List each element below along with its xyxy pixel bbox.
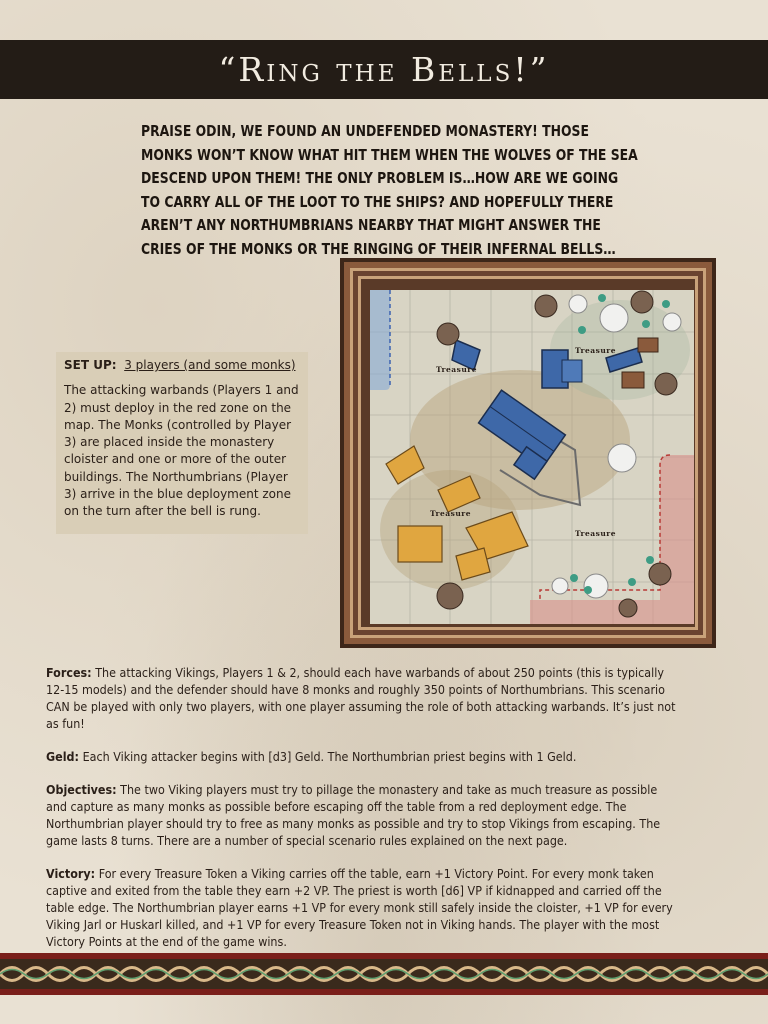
treasure-label: Treasure	[436, 365, 478, 374]
setup-label: SET UP:	[64, 358, 117, 372]
geld-paragraph	[46, 749, 678, 766]
rules-text	[46, 665, 678, 967]
setup-heading	[64, 357, 300, 374]
forces-label: Forces:	[46, 666, 92, 680]
setup-players: 3 players (and some monks)	[124, 358, 296, 372]
setup-box	[56, 352, 308, 534]
title-bar	[0, 40, 768, 99]
setup-text: The attacking warbands (Players 1 and 2) must deploy in the red zone on the map. The Monks (controlled by Player 3) are placed inside the monastery cloister and one or more of the outer buildings. The Northumbrians (Player 3) arrive in the blue deployment zone on the turn after the bell is rung.	[64, 383, 299, 519]
objectives-text: The two Viking players must try to pillage the monastery and take as much treasure as possible and capture as many monks as possible before escaping off the table from a red deployment edge. The Northumbrian player should try to free as many monks as possible and try to stop Vikings from escaping. The game lasts 8 turns. There are a number of special scenario rules explained on the next page.	[46, 783, 661, 848]
scenario-map	[340, 258, 716, 648]
objectives-label: Objectives:	[46, 783, 117, 797]
victory-label: Victory:	[46, 867, 96, 881]
treasure-label: Treasure	[430, 509, 472, 518]
victory-paragraph	[46, 866, 678, 951]
geld-label: Geld:	[46, 750, 80, 764]
blue-deployment-zone	[370, 290, 390, 390]
intro-text: PRAISE ODIN, WE FOUND AN UNDEFENDED MONASTERY! THOSE MONKS WON’T KNOW WHAT HIT THEM WHEN THE WOLVES OF THE SEA DESCEND UPON THEM! THE ONLY PROBLEM IS…HOW ARE WE GOING TO CARRY ALL OF THE LOOT TO THE SHIPS? AND HOPEFULLY THERE AREN’T ANY NORTHUMBRIANS NEARBY THAT MIGHT ANSWER THE CRIES OF THE MONKS OR THE RINGING OF THEIR INFERNAL BELLS…	[141, 122, 638, 258]
geld-text: Each Viking attacker begins with [d3] Geld. The Northumbrian priest begins with 1 Geld.	[82, 750, 577, 764]
objectives-paragraph	[46, 782, 678, 850]
forces-paragraph	[46, 665, 678, 733]
treasure-label: Treasure	[575, 529, 617, 538]
page-title: “Ring the Bells!”	[218, 50, 550, 89]
decorative-border	[0, 953, 768, 995]
victory-text: For every Treasure Token a Viking carries off the table, earn +1 Victory Point. For every monk taken captive and exited from the table they earn +2 VP. The priest is worth [d6] VP if kidnapped and carried off the table edge. The Northumbrian player earns +1 VP for every monk still safely inside the cloister, +1 VP for every Viking Jarl or Huskarl killed, and +1 VP for every Treasure Token not in Viking hands. The player with the most Victory Points at the end of the game wins.	[46, 867, 673, 949]
map-illustration	[370, 290, 694, 624]
treasure-label: Treasure	[575, 346, 617, 355]
forces-text: The attacking Vikings, Players 1 & 2, should each have warbands of about 250 points (this is typically 12-15 models) and the defender should have 8 monks and roughly 350 points of Northumbrians. This scenario CAN be played with only two players, with one player assuming the role of both attacking warbands. It’s just not as fun!	[46, 666, 676, 731]
